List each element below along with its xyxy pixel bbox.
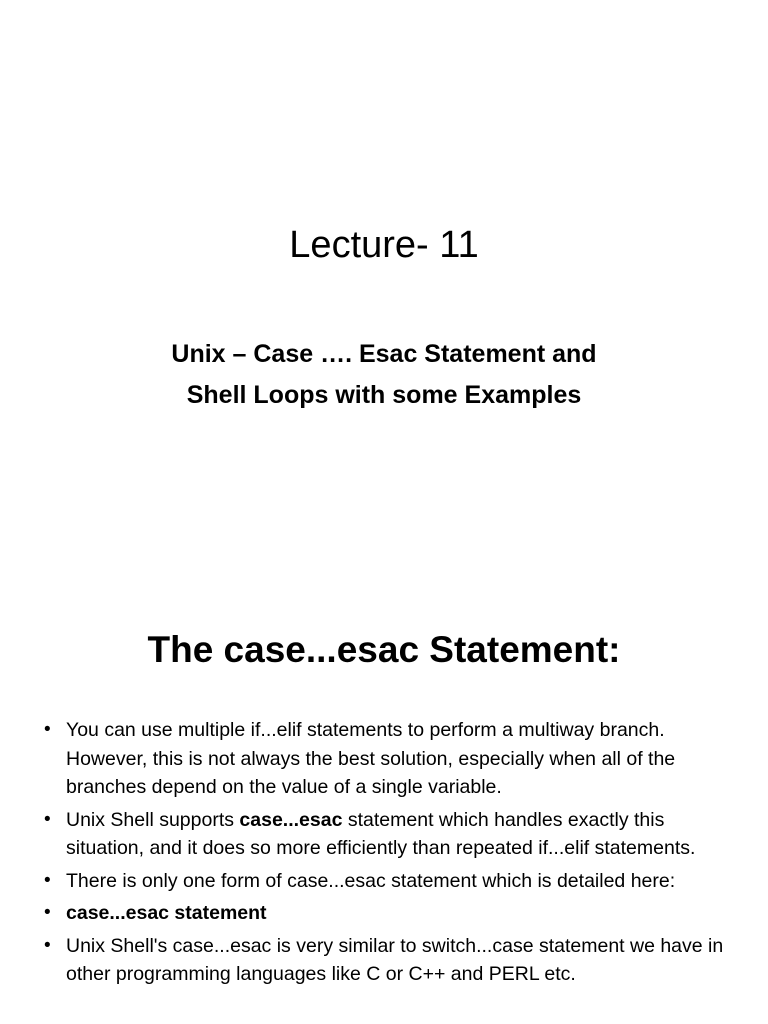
bullet-list — [44, 716, 734, 993]
lecture-subtitle — [100, 334, 668, 416]
bullet-text: You can use multiple if...elif statements to perform a multiway branch. However, this is not always the best solution, especially when all of the branches depend on the value of a single variable. — [66, 719, 676, 798]
bullet-text: Unix Shell's case...esac is very similar to switch...case statement we have in other programming languages like C or C++ and PERL etc. — [66, 934, 724, 985]
bullet-dot: • — [44, 808, 51, 830]
bullet-dot: • — [44, 902, 51, 923]
subtitle-line: Shell Loops with some Examples — [186, 381, 582, 409]
bullet-item — [44, 806, 734, 863]
section-heading: The case...esac Statement: — [147, 629, 621, 670]
bullet-dot: • — [44, 719, 51, 740]
bullet-item — [44, 867, 734, 896]
bullet-dot: • — [44, 934, 51, 956]
bullet-text: There is only one form of case...esac statement which is detailed here: — [66, 869, 676, 892]
bullet-text: statement which handles exactly this situation, and it does so more efficiently than repeated if...elif statements. — [66, 808, 696, 859]
lecture-title: Lecture- 11 — [289, 224, 479, 266]
bullet-bold-text: case...esac statement — [66, 902, 267, 924]
subtitle-line: Unix – Case …. Esac Statement and — [171, 340, 597, 368]
bullet-text: Unix Shell supports — [66, 808, 240, 831]
bullet-item — [44, 716, 734, 802]
bullet-dot: • — [44, 869, 51, 891]
bullet-item — [44, 932, 734, 989]
bullet-item — [44, 899, 734, 928]
content-slide — [0, 576, 768, 1024]
bullet-bold-text: case...esac — [239, 808, 343, 831]
